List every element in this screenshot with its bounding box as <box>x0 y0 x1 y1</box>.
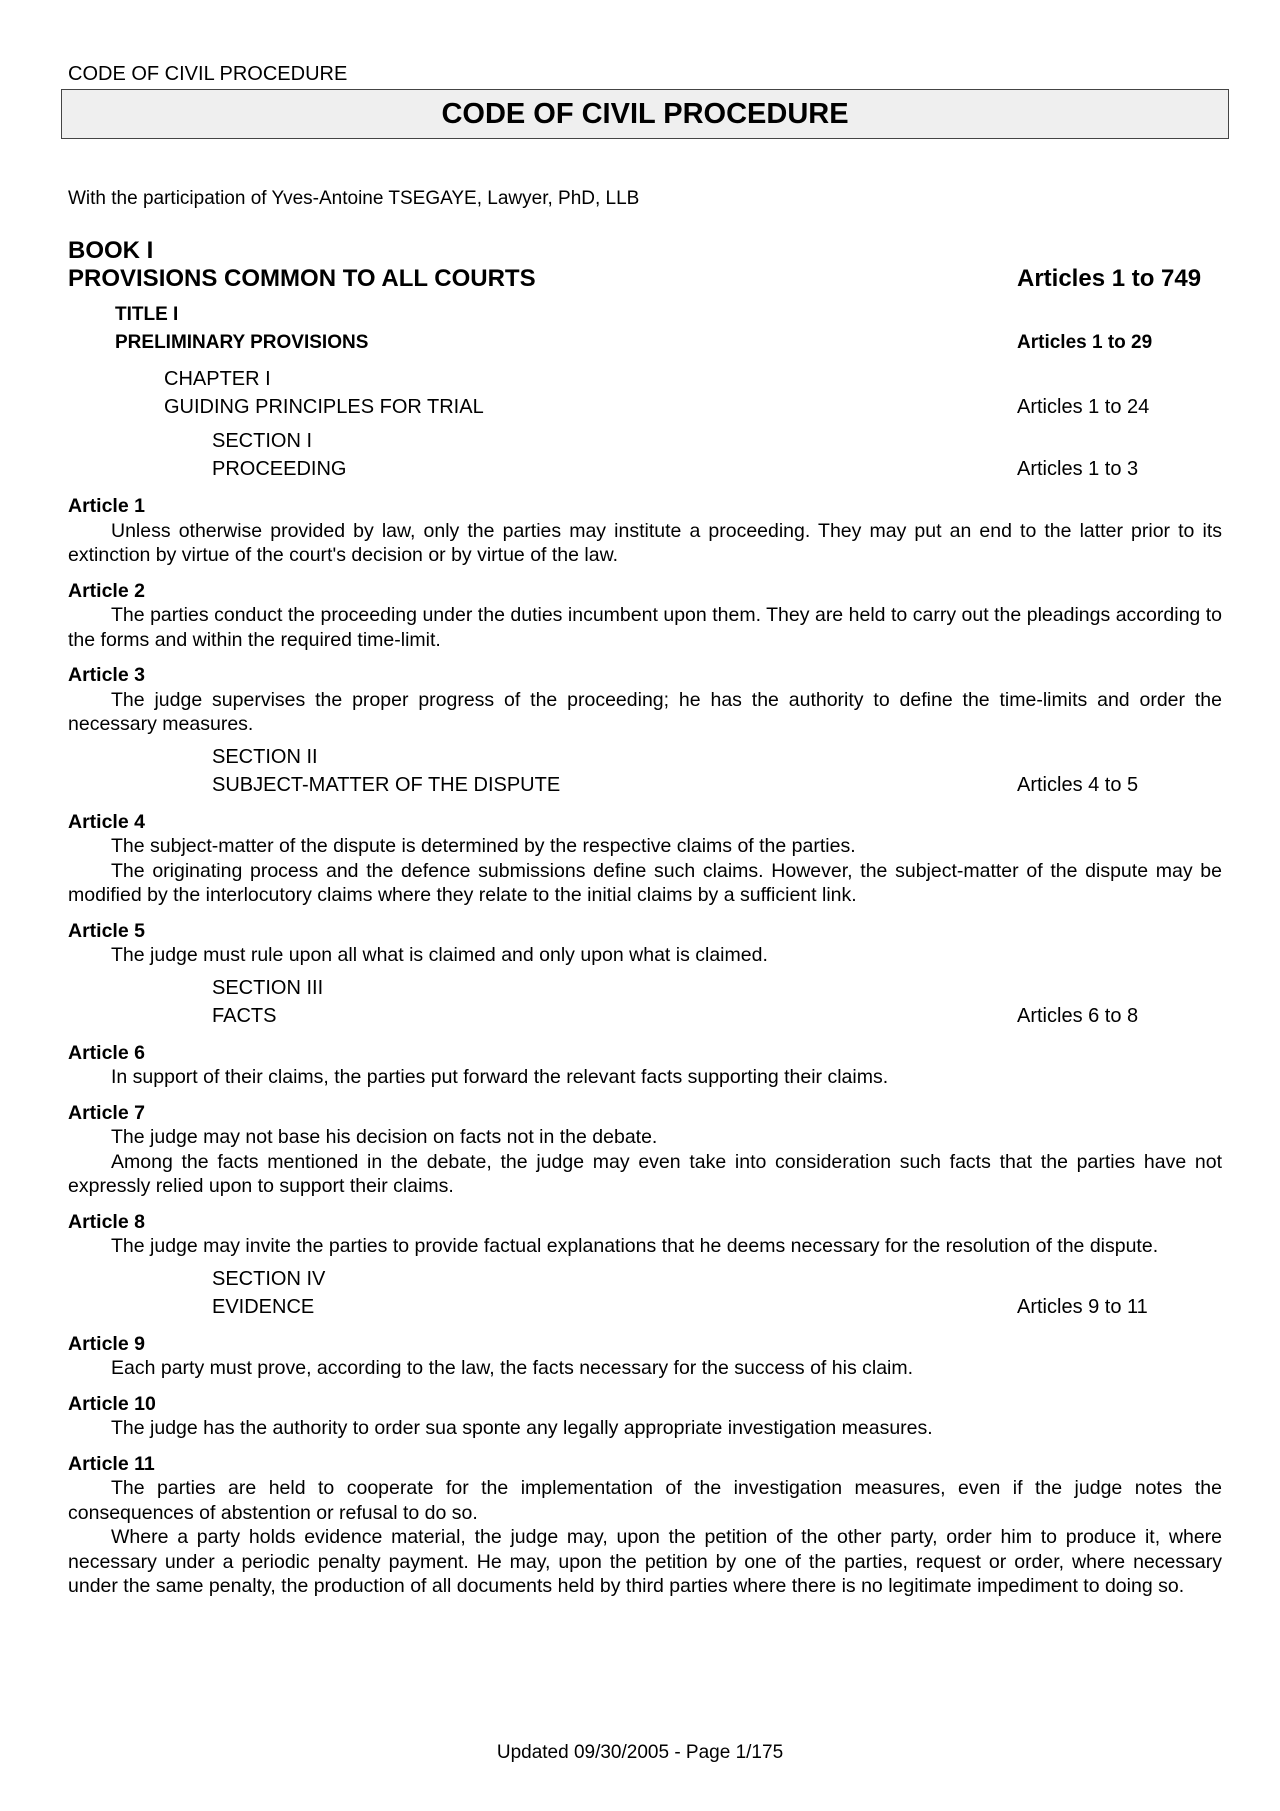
chapter-range: Articles 1 to 24 <box>1017 396 1150 418</box>
chapter-row <box>164 393 1222 421</box>
article-paragraph: The judge supervises the proper progress of the proceeding; he has the authority to define the time-limits and order the necessary measures. <box>68 688 1222 735</box>
article-heading: Article 1 <box>68 495 145 517</box>
title-heading <box>115 301 1222 357</box>
article-paragraph: In support of their claims, the parties put forward the relevant facts supporting their claims. <box>111 1066 889 1088</box>
section-label: SECTION III <box>212 976 324 999</box>
section-range: Articles 1 to 3 <box>1017 458 1139 480</box>
article-heading: Article 7 <box>68 1101 145 1124</box>
section-heading <box>212 427 1222 483</box>
chapter-title: GUIDING PRINCIPLES FOR TRIAL <box>164 396 484 418</box>
running-head: CODE OF CIVIL PROCEDURE <box>68 63 348 85</box>
section-range: Articles 6 to 8 <box>1017 1004 1139 1027</box>
article-paragraph: Each party must prove, according to the law, the facts necessary for the success of his claim. <box>111 1357 914 1379</box>
book-title: PROVISIONS COMMON TO ALL COURTS <box>68 265 536 292</box>
section-heading <box>212 1265 1222 1321</box>
section-row <box>212 1293 1222 1321</box>
article-heading: Article 3 <box>68 664 145 686</box>
article-8 <box>68 1210 1222 1259</box>
section-title: PROCEEDING <box>212 458 347 480</box>
title-box <box>61 89 1229 139</box>
section-label: SECTION II <box>212 745 318 768</box>
section-range: Articles 9 to 11 <box>1017 1295 1148 1318</box>
article-paragraph: The subject-matter of the dispute is determined by the respective claims of the parties. <box>111 835 856 857</box>
book-heading <box>68 237 1222 293</box>
article-heading: Article 11 <box>68 1452 155 1475</box>
book-label: BOOK I <box>68 237 154 264</box>
title-row <box>115 329 1222 357</box>
article-heading: Article 2 <box>68 579 145 602</box>
article-paragraph: Where a party holds evidence material, the judge may, upon the petition of the other party, order him to produce it, where necessary under a periodic penalty payment. He may, upon the petition by one of the parties, request or order, where necessary under the same penalty, the production of all documents held by third parties where there is no legitimate impediment to doing so. <box>68 1526 1222 1597</box>
article-11 <box>68 1452 1222 1599</box>
chapter-label: CHAPTER I <box>164 368 271 390</box>
book-title-row <box>68 265 1222 293</box>
article-heading: Article 5 <box>68 919 145 942</box>
title-name: PRELIMINARY PROVISIONS <box>115 332 369 353</box>
article-paragraph: The judge must rule upon all what is claimed and only upon what is claimed. <box>111 944 768 966</box>
article-9 <box>68 1332 1222 1381</box>
article-heading: Article 9 <box>68 1332 145 1355</box>
article-2 <box>68 579 1222 653</box>
section-heading <box>212 743 1222 799</box>
article-10 <box>68 1392 1222 1441</box>
article-paragraph: The originating process and the defence submissions define such claims. However, the subject-matter of the dispute may be modified by the interlocutory claims where they relate to the initial claims by a sufficient link. <box>68 859 1222 906</box>
article-heading: Article 6 <box>68 1041 145 1064</box>
section-heading <box>212 974 1222 1030</box>
section-row <box>212 455 1222 483</box>
participation-note: With the participation of Yves-Antoine TSEGAYE, Lawyer, PhD, LLB <box>68 188 640 209</box>
article-paragraph: The parties are held to cooperate for the implementation of the investigation measures, even if the judge notes the consequences of abstention or refusal to do so. <box>68 1477 1222 1524</box>
article-paragraph: Unless otherwise provided by law, only the parties may institute a proceeding. They may put an end to the latter prior to its extinction by virtue of the court's decision or by virtue of the law. <box>68 519 1222 566</box>
article-3 <box>68 663 1222 737</box>
title-range: Articles 1 to 29 <box>1017 332 1153 353</box>
section-title: SUBJECT-MATTER OF THE DISPUTE <box>212 773 561 796</box>
section-row <box>212 771 1222 799</box>
main-title: CODE OF CIVIL PROCEDURE <box>441 97 849 130</box>
article-heading: Article 8 <box>68 1210 145 1233</box>
section-range: Articles 4 to 5 <box>1017 773 1139 796</box>
article-paragraph: The judge may not base his decision on facts not in the debate. <box>111 1126 658 1148</box>
section-title: FACTS <box>212 1004 277 1027</box>
section-label: SECTION IV <box>212 1267 326 1290</box>
section-row <box>212 1002 1222 1030</box>
book-range: Articles 1 to 749 <box>1017 265 1202 292</box>
article-5 <box>68 919 1222 968</box>
article-7 <box>68 1101 1222 1199</box>
article-6 <box>68 1041 1222 1090</box>
chapter-heading <box>164 365 1222 421</box>
section-label: SECTION I <box>212 430 313 452</box>
article-paragraph: The judge has the authority to order sua sponte any legally appropriate investigation measures. <box>111 1417 933 1439</box>
page-footer: Updated 09/30/2005 - Page 1/175 <box>496 1742 784 1763</box>
article-4 <box>68 810 1222 908</box>
article-1 <box>68 494 1222 568</box>
article-paragraph: Among the facts mentioned in the debate, the judge may even take into consideration such facts that the parties have not expressly relied upon to support their claims. <box>68 1150 1222 1197</box>
title-label: TITLE I <box>115 304 179 325</box>
document-page <box>68 62 1222 1599</box>
article-paragraph: The judge may invite the parties to provide factual explanations that he deems necessary for the resolution of the dispute. <box>111 1235 1159 1257</box>
article-heading: Article 10 <box>68 1392 156 1415</box>
article-paragraph: The parties conduct the proceeding under the duties incumbent upon them. They are held to carry out the pleadings according to the forms and within the required time-limit. <box>68 604 1222 651</box>
section-title: EVIDENCE <box>212 1295 315 1318</box>
article-heading: Article 4 <box>68 810 145 833</box>
